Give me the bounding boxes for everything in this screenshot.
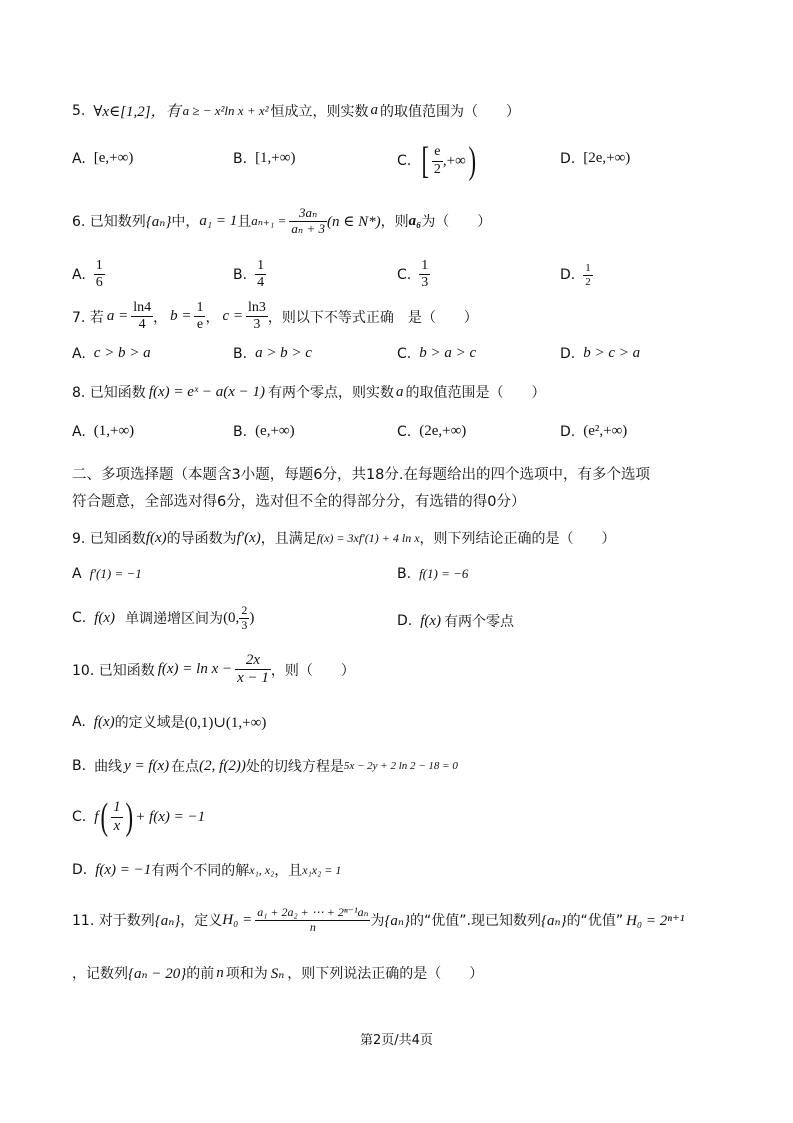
option-value: f′(1) = −1: [89, 566, 142, 581]
q9-mid1: 的导函数为: [166, 531, 237, 547]
option-value: a > b > c: [255, 345, 312, 361]
q11-line2-text: ，记数列: [72, 966, 128, 982]
q5-option-a[interactable]: [72, 150, 133, 167]
option-label: B.: [233, 150, 248, 167]
q9-c-fx: f(x): [94, 609, 116, 626]
option-label: C.: [397, 153, 412, 169]
q6-tail: 为（ ）: [421, 214, 492, 231]
q10-b-text: 曲线: [94, 759, 123, 775]
q5-inequality: a ≥ − x²ln x + x²: [182, 102, 269, 118]
option-label: D.: [560, 150, 576, 167]
question-7: [72, 300, 478, 333]
q6-option-d[interactable]: [560, 262, 593, 288]
q6-condition: (n ∈ N*): [326, 213, 381, 230]
q8-tail: 的取值范围是（ ）: [405, 385, 546, 401]
option-value: f(1) = −6: [419, 566, 469, 581]
q9-option-a[interactable]: [72, 566, 142, 582]
q7-b-lhs: b =: [170, 308, 192, 325]
q8-function: f(x) = eˣ − a(x − 1): [148, 383, 266, 400]
option-label: A: [72, 566, 82, 582]
q9-option-c[interactable]: [72, 604, 254, 633]
q6-number: 6. 已知数列: [72, 214, 146, 231]
q11-sequence-shifted: {aₙ − 20}: [128, 965, 187, 982]
q10-tail: ，则（ ）: [270, 662, 355, 679]
q9-d-text: 有两个零点: [444, 614, 515, 630]
option-label: C.: [72, 809, 87, 825]
option-label: A.: [72, 150, 86, 167]
q11-line2-text: 的前: [186, 966, 215, 982]
q10-c-f: f: [94, 808, 99, 825]
option-label: B.: [233, 345, 248, 362]
q10-option-c[interactable]: [72, 798, 205, 836]
q8-number: 8. 已知函数: [72, 385, 146, 401]
q7-a-fraction: $\frac{\ln 4}{4}$: [133, 300, 152, 333]
q5-tail: 的取值范围为（ ）: [380, 103, 521, 120]
q10-b-text: 处的切线方程是: [245, 759, 344, 775]
question-11: [72, 906, 684, 935]
q6-lhs: aₙ₊₁ =: [251, 213, 287, 229]
q7-option-a[interactable]: [72, 345, 151, 362]
q10-number: 10. 已知函数: [72, 662, 155, 679]
page-footer: 第2页/共4页: [360, 1033, 433, 1048]
q11-mid4: 的“优值”: [566, 913, 624, 930]
q7-tail: ，则以下不等式正确 是（ ）: [267, 309, 478, 326]
option-label: C.: [397, 266, 412, 283]
q10-d-text: 有两个不同的解: [151, 863, 250, 879]
q9-c-text: 单调递增区间为: [125, 611, 224, 628]
question-11-line-2: [72, 963, 483, 983]
q11-sequence: {aₙ}: [540, 912, 567, 929]
q10-a-fx: f(x): [93, 713, 115, 730]
option-label: A.: [72, 345, 86, 362]
option-label: A.: [72, 423, 86, 440]
q6-a1: a₁ = 1: [199, 212, 238, 229]
q10-d-product: x₁x₂ = 1: [302, 862, 342, 877]
option-label: C.: [397, 345, 412, 362]
q7-options: [0, 345, 793, 367]
left-bracket-icon: [: [421, 140, 430, 182]
right-paren-icon: ): [468, 140, 476, 182]
question-10: [72, 652, 355, 688]
q10-b-equation: 5x − 2y + 2 ln 2 − 18 = 0: [343, 760, 458, 772]
option-label: B.: [233, 266, 248, 283]
option-label: D.: [397, 613, 413, 629]
q10-d-equation: f(x) = −1: [95, 861, 152, 878]
option-fraction: $\frac{1}{6}$: [95, 258, 103, 291]
q11-h0: H₀ =: [222, 911, 253, 928]
q9-fx: f(x): [145, 529, 167, 546]
q10-option-b[interactable]: [72, 756, 458, 776]
q8-mid: 有两个零点，则实数: [268, 385, 395, 401]
option-value: b > a > c: [419, 345, 477, 361]
q6-option-c[interactable]: [397, 258, 430, 291]
q10-a-domain: (0,1)∪(1,+∞): [184, 714, 267, 731]
option-label: B.: [397, 566, 412, 582]
option-label: B.: [233, 423, 248, 440]
option-fraction: $\frac{1}{4}$: [257, 258, 265, 291]
q10-c-fraction: $\frac{1}{x}$: [113, 799, 121, 834]
q11-line2-text: 项和为: [225, 966, 268, 982]
q10-fraction: $\frac{2x}{x - 1}$: [237, 652, 269, 687]
q6-sequence: {aₙ}: [145, 213, 172, 230]
q9-tail: ，则下列结论正确的是（ ）: [419, 531, 616, 547]
q7-option-c[interactable]: [397, 345, 476, 362]
q7-sep: ，: [205, 309, 220, 326]
question-6: [72, 206, 491, 237]
q11-mid1: ，定义: [180, 913, 223, 930]
q9-option-b[interactable]: [397, 566, 468, 582]
q8-option-a[interactable]: [72, 423, 134, 440]
q9-equation: f(x) = 3xf′(1) + 4 ln x: [316, 530, 420, 545]
q11-fraction: $\frac{\text{a₁ + 2a₂ + ⋯ + 2ⁿ⁻¹aₙ}}{n}$: [257, 905, 369, 934]
right-paren-icon: ): [125, 796, 133, 838]
q8-option-b[interactable]: [233, 423, 295, 440]
q5-forall: ∀x∈[1,2]，有: [93, 104, 181, 120]
q9-mid2: ，且满足: [260, 531, 317, 547]
q9-number: 9. 已知函数: [72, 531, 146, 547]
question-8: [72, 382, 546, 402]
q7-number: 7. 若: [72, 309, 104, 326]
q6-mid2: 且: [237, 214, 252, 231]
q10-b-curve: y = f(x): [124, 757, 170, 774]
q8-option-c[interactable]: [397, 423, 466, 440]
q10-lhs: f(x) = ln x −: [157, 661, 233, 678]
q9-fpx: f′(x): [236, 529, 261, 546]
q11-number: 11. 对于数列: [72, 913, 155, 930]
q10-b-point: (2, f(2)): [199, 757, 246, 774]
left-paren-icon: (: [100, 796, 109, 838]
q7-b-fraction: $\frac{1}{e}$: [196, 300, 204, 333]
option-fraction: $\frac{1}{3}$: [421, 258, 429, 291]
option-value: (e²,+∞): [583, 423, 628, 439]
option-label: D.: [560, 267, 576, 284]
q11-mid2: 为: [370, 913, 385, 930]
option-value: (e,+∞): [255, 423, 295, 439]
q7-a-lhs: a =: [106, 308, 129, 325]
q6-a6: a₆: [408, 212, 422, 229]
q11-n: n: [216, 964, 224, 981]
option-value: (1,+∞): [93, 423, 135, 439]
option-value: [2e,+∞): [583, 150, 631, 166]
q11-h0-value: H₀ = 2ⁿ⁺¹: [626, 912, 685, 929]
section-2-header-line-2: 符合题意，全部选对得6分，选对但不全的得部分分，有选错的得0分）: [72, 494, 526, 510]
q9-option-d[interactable]: [397, 611, 514, 631]
option-label: C.: [397, 423, 412, 440]
q10-d-vars: x₁, x₂: [249, 862, 275, 877]
option-label: B.: [72, 758, 87, 774]
q6-fraction: $\frac{\text{3aₙ}}{\text{aₙ + 3}}$: [291, 205, 325, 236]
q7-option-d[interactable]: [560, 345, 640, 362]
q5-var: a: [370, 102, 379, 118]
q11-line2-text: ，则下列说法正确的是（ ）: [287, 966, 484, 982]
q7-sep: ，: [153, 309, 168, 326]
option-label: A.: [72, 266, 86, 283]
option-value: [e,+∞): [93, 150, 134, 166]
q8-options: [0, 423, 793, 445]
section-2-header-line-1: 二、多项选择题（本题含3小题，每题6分，共18分.在每题给出的四个选项中，有多个选项: [72, 467, 651, 483]
option-value: b > c > a: [583, 345, 641, 361]
q11-sequence: {aₙ}: [384, 912, 411, 929]
q7-c-lhs: c =: [222, 308, 243, 325]
q8-var: a: [396, 383, 404, 400]
q7-c-fraction: $\frac{\ln 3}{3}$: [247, 300, 266, 333]
option-label: D.: [560, 423, 576, 440]
option-fraction: $\frac{1}{2}$: [585, 262, 591, 288]
q6-options: [0, 258, 793, 298]
q10-a-text: 的定义域是: [114, 715, 185, 731]
option-label: A.: [72, 714, 86, 730]
q9-c-interval-left: (0,: [223, 609, 240, 626]
q6-option-a[interactable]: [72, 258, 105, 291]
question-5: [72, 100, 520, 121]
q10-b-text: 在点: [171, 759, 200, 775]
q11-mid3: 的“优值”.现已知数列: [410, 913, 541, 930]
q5-option-b[interactable]: [233, 150, 295, 167]
option-value: c > b > a: [93, 345, 151, 361]
q7-option-b[interactable]: [233, 345, 312, 362]
q10-option-d[interactable]: [72, 860, 341, 880]
q11-sn: Sₙ: [270, 965, 285, 982]
q11-sequence: {aₙ}: [154, 912, 181, 929]
q8-option-d[interactable]: [560, 423, 627, 440]
q9-c-interval-right: ): [249, 609, 255, 626]
option-value: ,+∞: [442, 152, 466, 169]
q5-options: [0, 140, 793, 182]
question-9: [72, 528, 616, 548]
q5-mid: 恒成立，则实数: [270, 103, 369, 120]
option-value: [1,+∞): [255, 150, 296, 166]
q9-d-fx: f(x): [420, 612, 442, 629]
option-value: (2e,+∞): [419, 423, 467, 439]
q10-option-a[interactable]: [72, 712, 266, 732]
q5-option-d[interactable]: [560, 150, 630, 167]
q6-option-b[interactable]: [233, 258, 266, 291]
option-label: D.: [560, 345, 576, 362]
q9-c-fraction: $\frac{2}{3}$: [241, 603, 248, 632]
q5-option-c[interactable]: [397, 142, 478, 180]
q5-c-fraction: $\frac{e}{2}$: [433, 144, 441, 177]
q10-c-rest: + f(x) = −1: [135, 808, 206, 825]
option-label: C.: [72, 610, 87, 627]
q10-d-text: ，且: [274, 863, 303, 879]
q5-number: 5.: [72, 102, 86, 119]
q6-mid3: ，则: [380, 214, 409, 231]
option-label: D.: [72, 862, 88, 878]
q6-mid1: 中，: [171, 214, 200, 231]
